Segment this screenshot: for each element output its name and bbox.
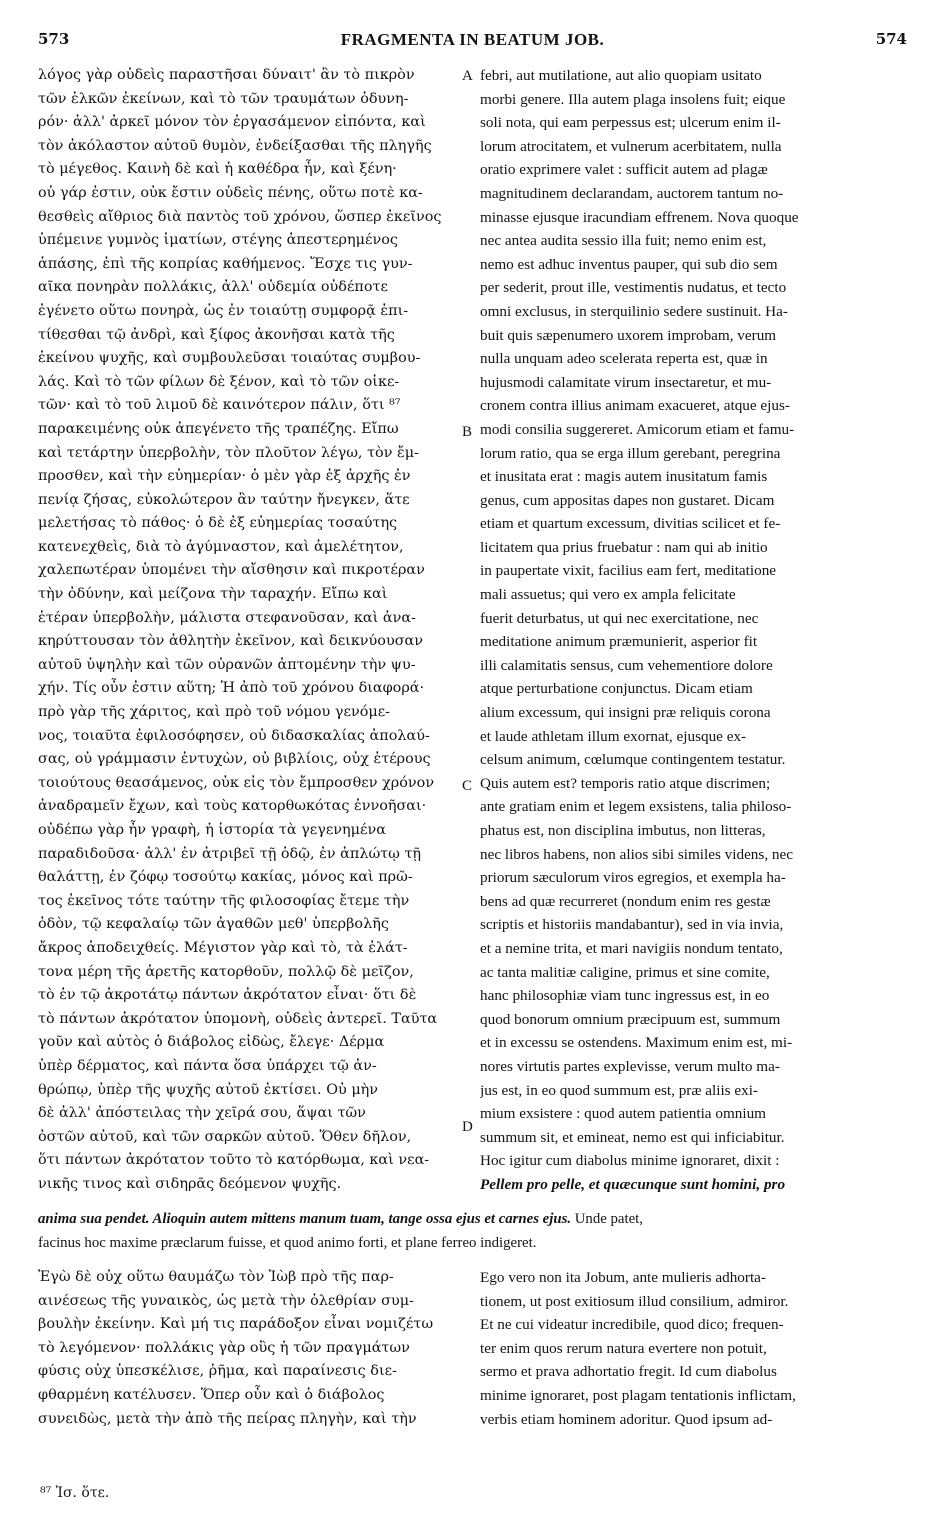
text-line: phatus est, non disciplina imbutus, non litteras, — [480, 822, 766, 839]
text-line: ὑπὲρ δέρματος, καὶ πάντα ὅσα ὑπάρχει τῷ ἀν- — [38, 1057, 377, 1074]
text-line: ἐγένετο οὕτω πονηρὰ, ὡς ἐν τοιαύτῃ συμφορᾷ ἐπι- — [38, 302, 409, 319]
text-line: οὐ γάρ ἐστιν, οὐκ ἔστιν οὐδεὶς πένης, οὕτω ποτὲ κα- — [38, 184, 423, 201]
text-line: ὁδὸν, τῷ κεφαλαίῳ τῶν ἀγαθῶν μεθ' ὑπερβολῆς — [38, 916, 389, 933]
text-line: et laude athletam illum exornat, ejusque ex- — [480, 727, 747, 745]
text-line: magnitudinem declarandam, auctorem tantum no- — [480, 184, 784, 202]
text-line: θαλάττῃ, ἐν ζόφῳ τοσούτῳ κακίας, μόνος καὶ πρῶ- — [38, 869, 413, 886]
spanning-line-2: facinus hoc maxime præclarum fuisse, et quod animo forti, et plane ferreo indigeret. — [38, 1235, 537, 1251]
text-line: οὐδέπω γὰρ ἦν γραφὴ, ἡ ἱστορία τὰ γεγενημένα — [38, 822, 386, 838]
text-line: τος ἐκεῖνος τότε ταύτην τῆς φιλοσοφίας ἔτεμε τὴν — [38, 892, 410, 909]
text-line: προσθεν, καὶ τὴν εὐημερίαν· ὁ μὲν γὰρ ἐξ ἀρχῆς ἐν — [38, 468, 411, 485]
text-line: θεσθεὶς αἴθριος διὰ παντὸς τοῦ χρόνου, ὥσπερ ἐκεῖνος — [38, 208, 442, 225]
text-line: αινέσεως τῆς γυναικὸς, ὡς μετὰ τὴν ὀλεθρίαν συμ- — [38, 1292, 414, 1309]
text-line: Pellem pro pelle, et quæcunque sunt homini, pro — [480, 1175, 786, 1193]
text-line: illi calamitatis sensus, cum vehementiore dolore — [480, 656, 773, 674]
text-line: τὸ πάντων ἀκρότατον ὑπομονὴ, οὐδεὶς ἀντερεῖ. Ταῦτα — [38, 1010, 438, 1027]
text-line: verbis etiam hominem adoritur. Quod ipsum ad- — [480, 1410, 773, 1428]
text-line: mium exsistere : quod autem patientia omnium — [480, 1105, 766, 1123]
text-line: τὸ ἐν τῷ ἀκροτάτῳ πάντων ἀκρότατον εἶναι· ὅτι δὲ — [38, 987, 417, 1004]
text-line: συνειδὼς, μετὰ τὴν ἀπὸ τῆς πείρας πληγὴν, καὶ τὴν — [38, 1410, 417, 1427]
latin-column-bottom — [480, 1266, 900, 1431]
text-line: Et ne cui videatur incredibile, quod dico; frequen- — [480, 1316, 784, 1334]
text-line: meditatione animum præmunierit, asperior fit — [480, 633, 758, 651]
text-line: ac tanta malitiæ caligine, primus et sine comite, — [480, 963, 770, 981]
text-line: πρὸ γὰρ τῆς χάριτος, καὶ πρὸ τοῦ νόμου γενόμε- — [38, 704, 391, 721]
text-line: nec antea audita sessio illa fuit; nemo enim est, — [480, 232, 767, 250]
text-line: κατενεχθεὶς, διὰ τὸ ἀγύμναστον, καὶ ἀμελέτητον, — [38, 538, 404, 555]
text-line: morbi genere. Illa autem plaga insolens fuit; eique — [480, 90, 786, 108]
margin-marker-c: C — [462, 778, 473, 794]
text-line: buit quis sæpenumero uxorem improbam, verum — [480, 326, 777, 344]
text-line: καὶ τετάρτην ὑπερβολὴν, τὸν πλοῦτον λέγω, τὸν ἔμ- — [38, 444, 419, 461]
text-line: fuerit deturbatus, ut qui nec exercitatione, nec — [480, 609, 759, 627]
text-line: ἀναδραμεῖν ἔχων, καὶ τοὺς κατορθωκότας ἐννοῆσαι· — [38, 798, 427, 815]
text-line: oratio exprimere valet : sufficit autem ad plagæ — [480, 161, 768, 179]
greek-column-bottom — [38, 1266, 456, 1431]
text-line: ρόν· ἀλλ' ἀρκεῖ μόνον τὸν ἐργασάμενον εἰπόντα, καὶ — [38, 114, 426, 131]
text-line: Ego vero non ita Jobum, ante mulieris adhorta- — [480, 1269, 766, 1286]
running-header — [38, 30, 907, 56]
text-line: νος, τοιαῦτα ἐφιλοσόφησεν, οὐ διδασκαλίας ἀπολαύ- — [38, 727, 430, 744]
spanning-line-1: anima sua pendet. Alioquin autem mittens manum tuam, tange ossa ejus et carnes ejus. Unde patet, — [38, 1211, 643, 1227]
page-number-right: 574 — [875, 30, 907, 48]
text-line: febri, aut mutilatione, aut alio quopiam usitato — [480, 67, 762, 84]
text-line: τὸν ἀκόλαστον αὐτοῦ θυμὸν, ἐνδείξασθαι τῆς πληγῆς — [38, 137, 432, 154]
text-line: χαλεπωτέραν ὑπομένει τὴν αἴσθησιν καὶ πικροτέραν — [38, 562, 425, 579]
text-line: μελετήσας τὸ πάθος· ὁ δὲ ἐξ εὐημερίας τοσαύτης — [38, 515, 398, 532]
text-line: ὑπέμεινε γυμνὸς ἱματίων, στέγης ἀπεστερημένος — [38, 232, 398, 249]
text-line: licitatem qua prius fruebatur : nam qui ab initio — [480, 538, 768, 556]
text-line: αὐτοῦ ὑψηλὴν καὶ τῶν οὐρανῶν ἁπτομένην τὴν ψυ- — [38, 656, 416, 673]
text-line: tionem, ut post exitiosum illud consilium, admiror. — [480, 1292, 789, 1310]
text-line: σας, οὐ γράμμασιν ἐντυχὼν, οὐ βιβλίοις, οὐχ ἑτέρους — [38, 751, 431, 768]
text-line: per sederit, prout ille, vestimentis nudatus, et tecto — [480, 279, 787, 297]
text-line: ἁπάσης, ἐπὶ τῆς κοπρίας καθήμενος. Ἔσχε τις γυν- — [38, 255, 413, 272]
text-line: ter enim quos rerum natura evertere non potuit, — [480, 1339, 767, 1357]
text-line: omni exclusus, in sterquilinio sedere sustinuit. Ha- — [480, 302, 788, 320]
text-line: minasse ejusque iracundiam effrenem. Nova quoque — [480, 208, 799, 226]
text-line: mali assuetus; qui vero ex ampla felicitate — [480, 586, 736, 604]
greek-column-top — [38, 64, 456, 1197]
text-line: ἄκρος ἀποδειχθείς. Μέγιστον γὰρ καὶ τὸ, τὰ ἐλάτ- — [38, 939, 408, 956]
text-line: τῶν· καὶ τὸ τοῦ λιμοῦ δὲ καινότερον πάλιν, ὅτι ⁸⁷ — [38, 397, 401, 414]
text-line: νικῆς τινος καὶ σιδηρᾶς δεόμενον ψυχῆς. — [38, 1175, 342, 1192]
running-title: FRAGMENTA IN BEATUM JOB. — [340, 30, 605, 49]
text-line: genus, cum appositas dapes non gustaret. Dicam — [480, 491, 775, 509]
text-line: τὴν ὀδύνην, καὶ μείζονα τὴν ταραχήν. Εἴπω καὶ — [38, 586, 388, 603]
latin-column-top — [480, 64, 900, 1197]
text-line: θρώπῳ, ὑπὲρ τῆς ψυχῆς αὐτοῦ ἐκτίσει. Οὐ μὴν — [38, 1081, 379, 1098]
text-line: nulla unquam adeo scelerata reperta est, quæ in — [480, 350, 768, 368]
text-line: αῖκα πονηρὰν πολλάκις, ἀλλ' οὐδεμία οὐδέποτε — [38, 279, 388, 296]
text-line: atque perturbatione conjunctus. Dicam etiam — [480, 680, 753, 698]
margin-marker-b: B — [462, 424, 473, 440]
text-line: et a nemine trita, et mari navigiis nondum tentato, — [480, 939, 783, 957]
text-line: alium excessum, qui insigni præ reliquis corona — [480, 704, 771, 722]
text-line: λάς. Καὶ τὸ τῶν φίλων δὲ ξένον, καὶ τὸ τῶν οἰκε- — [38, 373, 400, 390]
text-line: etiam et quartum excessum, divitias scilicet et fe- — [480, 515, 781, 533]
text-line: soli nota, qui eam perpessus est; ulcerum enim il- — [480, 114, 781, 132]
text-line: τονα μέρη τῆς ἀρετῆς κατορθοῦν, πολλῷ δὲ μεῖζον, — [38, 963, 414, 980]
text-line: scriptis et historiis mandabantur), sed in via invia, — [480, 916, 784, 934]
text-line: nemo est adhuc inventus pauper, qui sub dio sem — [480, 255, 778, 273]
page-number-left: 573 — [38, 30, 70, 48]
text-line: φθαρμένη κατέλυσεν. Ὅπερ οὖν καὶ ὁ διάβολος — [38, 1386, 385, 1403]
text-line: χήν. Τίς οὖν ἐστιν αὕτη; Ἡ ἀπὸ τοῦ χρόνου διαφορά· — [38, 680, 425, 697]
text-line: hujusmodi calamitate virum insectaretur, et mu- — [480, 373, 772, 391]
text-line: παραδιδοῦσα· ἀλλ' ἐν ἀτριβεῖ τῇ ὁδῷ, ἐν ἀπλώτῳ τῇ — [38, 845, 422, 862]
text-line: lorum ratio, qua se erga illum gerebant, peregrina — [480, 444, 781, 462]
text-line: sermo et prava adhortatio fregit. Id cum diabolus — [480, 1363, 777, 1381]
text-line: ὅτι πάντων ἀκρότατον τοῦτο τὸ κατόρθωμα, καὶ νεα- — [38, 1152, 430, 1169]
text-line: βουλὴν ἐκείνην. Καὶ μή τις παράδοξον εἶναι νομιζέτω — [38, 1316, 434, 1333]
text-line: nec libros habens, non alios sibi similes videns, nec — [480, 845, 793, 863]
text-line: τίθεσθαι τῷ ἀνδρὶ, καὶ ξίφος ἀκονῆσαι κατὰ τῆς — [38, 326, 395, 343]
text-line: cronem contra illius animam exacueret, atque ejus- — [480, 397, 790, 415]
text-line: Quis autem est? temporis ratio atque discrimen; — [480, 774, 771, 792]
text-line: et in excessu se ostendens. Maximum enim est, mi- — [480, 1034, 793, 1052]
text-line: λόγος γὰρ οὐδεὶς παραστῆσαι δύναιτ' ἂν τὸ πικρὸν — [38, 67, 415, 83]
text-line: jus est, in eo quod summum est, præ aliis exi- — [480, 1081, 758, 1099]
text-line: minime ignoraret, post plagam tentationis inflictam, — [480, 1386, 796, 1404]
text-line: Ἐγὼ δὲ οὐχ οὕτω θαυμάζω τὸν Ἰὼβ πρὸ τῆς παρ- — [38, 1269, 394, 1285]
footnote: ⁸⁷ Ἰσ. ὅτε. — [40, 1485, 110, 1501]
margin-marker-d: D — [462, 1119, 473, 1135]
text-line: τῶν ἑλκῶν ἐκείνων, καὶ τὸ τῶν τραυμάτων ὀδυνη- — [38, 90, 409, 107]
text-line: γοῦν καὶ αὐτὸς ὁ διάβολος εἰδὼς, ἔλεγε· Δέρμα — [38, 1034, 385, 1051]
text-line: Hoc igitur cum diabolus minime ignoraret, dixit : — [480, 1152, 780, 1170]
text-line: παρακειμένης οὐκ ἀπεγένετο τῆς τραπέζης. Εἴπω — [38, 420, 399, 437]
text-line: summum sit, et emineat, nemo est qui inficiabitur. — [480, 1128, 785, 1146]
text-line: ἐκείνου ψυχῆς, καὶ συμβουλεῦσαι τοιαύτας συμβου- — [38, 350, 421, 367]
text-line: πενίᾳ ζήσας, εὐκολώτερον ἂν ταύτην ἤνεγκεν, ἅτε — [38, 491, 410, 508]
text-line: ὀστῶν αὐτοῦ, καὶ τῶν σαρκῶν αὐτοῦ. Ὅθεν δῆλον, — [38, 1128, 412, 1145]
text-line: modi consilia suggereret. Amicorum etiam et famu- — [480, 420, 795, 438]
text-line: φύσις οὐχ ὑπεσκέλισε, ῥῆμα, καὶ παραίνεσις διε- — [38, 1363, 397, 1380]
text-line: et inusitata erat : magis autem inusitatum famis — [480, 468, 768, 486]
text-line: ante gratiam enim et legem exsistens, talia philoso- — [480, 798, 792, 816]
margin-marker-a: A — [462, 68, 473, 84]
text-line: hanc philosophiæ viam tunc ingressus est, in eo — [480, 987, 770, 1005]
text-line: bens ad quæ recurreret (nondum enim res gestæ — [480, 892, 771, 910]
text-line: in paupertate vixit, facilius eam fert, meditatione — [480, 562, 777, 580]
text-line: τοιούτους θεασάμενος, οὐκ εἰς τὸν ἔμπροσθεν χρόνον — [38, 774, 435, 791]
text-line: ἑτέραν ὑπερβολὴν, μάλιστα στεφανοῦσαν, καὶ ἀνα- — [38, 609, 416, 626]
text-line: quod bonorum omnium præcipuum est, summum — [480, 1010, 781, 1028]
text-line: nores virtutis partes explevisse, verum multo ma- — [480, 1057, 780, 1075]
text-line: δὲ ἀλλ' ἀπόστειλας τὴν χεῖρά σου, ἅψαι τῶν — [38, 1105, 366, 1122]
text-line: priorum sæculorum viros egregios, et exempla ha- — [480, 869, 786, 887]
text-line: τὸ λεγόμενον· πολλάκις γὰρ οὓς ἡ τῶν πραγμάτων — [38, 1339, 410, 1356]
text-line: celsum animum, cœlumque contingentem testatur. — [480, 751, 786, 769]
text-line: τὸ μέγεθος. Καινὴ δὲ καὶ ἡ καθέδρα ἦν, καὶ ξένη· — [38, 161, 397, 178]
text-line: lorum atrocitatem, et vulnerum acerbitatem, nulla — [480, 137, 782, 155]
text-line: κηρύττουσαν τὸν ἀθλητὴν ἐκεῖνον, καὶ δεικνύουσαν — [38, 633, 424, 650]
